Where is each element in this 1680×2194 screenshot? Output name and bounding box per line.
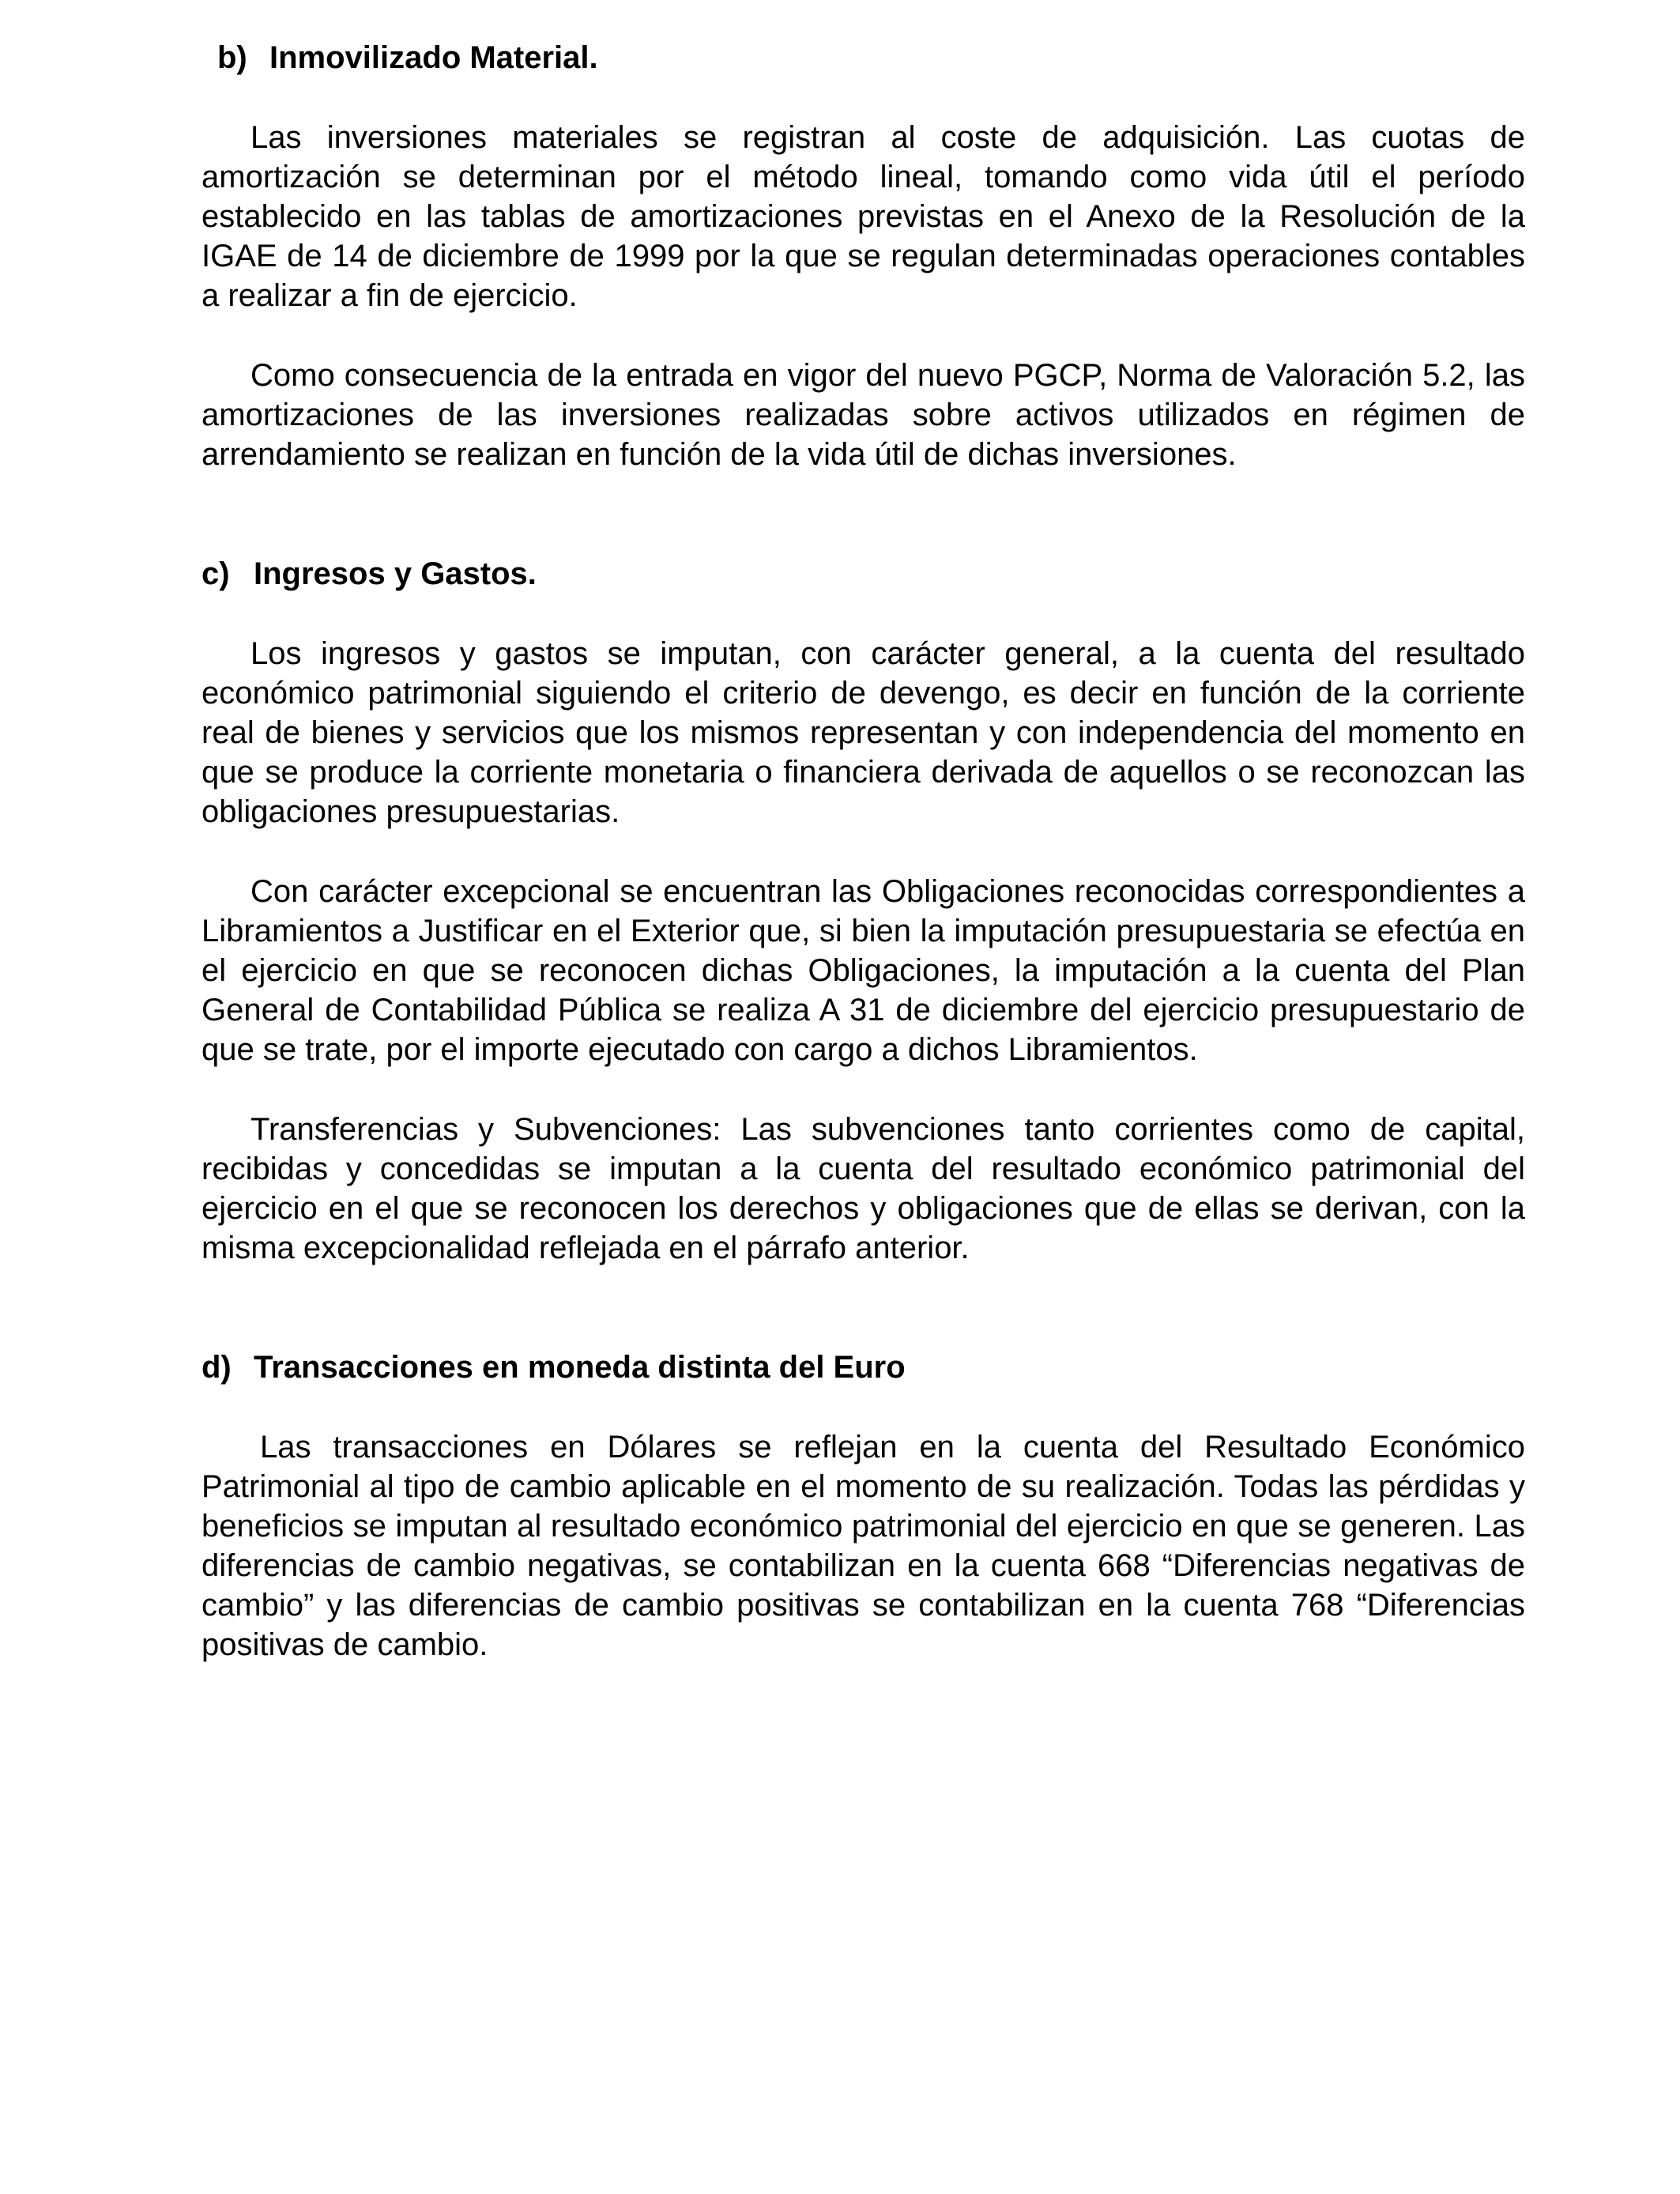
paragraph: Con carácter excepcional se encuentran las Obligaciones reconocidas correspondientes a Libramientos a Justificar en el Exterior que, si bien la imputación presupuestaria se efectúa en el ejercicio en que se reconocen dichas Obligaciones, la imputación a la cuenta del Plan General de Contabilidad Pública se realiza A 31 de diciembre del ejercicio presupuestario de que se trate, por el importe ejecutado con cargo a dichos Libramientos. xyxy=(202,874,1525,1067)
section-title: Ingresos y Gastos. xyxy=(254,556,537,591)
section-title: Transacciones en moneda distinta del Euro xyxy=(254,1350,906,1385)
paragraph: Transferencias y Subvenciones: Las subvenciones tanto corrientes como de capital, recibidas y concedidas se imputan a la cuenta del resultado económico patrimonial del ejercicio en el que se reconocen los derechos y obligaciones que de ellas se derivan, con la misma excepcionalidad reflejada en el párrafo anterior. xyxy=(202,1112,1525,1265)
section-letter: b) xyxy=(217,40,247,75)
paragraph: Como consecuencia de la entrada en vigor del nuevo PGCP, Norma de Valoración 5.2, las amortizaciones de las inversiones realizadas sobre activos utilizados en régimen de arrendamiento se realizan en función de la vida útil de dichas inversiones. xyxy=(202,358,1525,472)
section-heading-d xyxy=(202,1348,1525,1387)
section-heading-b xyxy=(217,38,1525,77)
paragraph: Las inversiones materiales se registran al coste de adquisición. Las cuotas de amortización se determinan por el método lineal, tomando como vida útil el período establecido en las tablas de amortizaciones previstas en el Anexo de la Resolución de la IGAE de 14 de diciembre de 1999 por la que se regulan determinadas operaciones contables a realizar a fin de ejercicio. xyxy=(202,120,1525,313)
paragraph: Las transacciones en Dólares se reflejan en la cuenta del Resultado Económico Patrimonial al tipo de cambio aplicable en el momento de su realización. Todas las pérdidas y beneficios se imputan al resultado económico patrimonial del ejercicio en que se generen. Las diferencias de cambio negativas, se contabilizan en la cuenta 668 “Diferencias negativas de cambio” y las diferencias de cambio positivas se contabilizan en la cuenta 768 “Diferencias positivas de cambio. xyxy=(202,1430,1525,1662)
document-page xyxy=(202,38,1525,1664)
section-letter: d) xyxy=(202,1350,232,1385)
section-title: Inmovilizado Material. xyxy=(269,40,598,75)
paragraph: Los ingresos y gastos se imputan, con carácter general, a la cuenta del resultado económico patrimonial siguiendo el criterio de devengo, es decir en función de la corriente real de bienes y servicios que los mismos representan y con independencia del momento en que se produce la corriente monetaria o financiera derivada de aquellos o se reconozcan las obligaciones presupuestarias. xyxy=(202,636,1525,829)
section-heading-c xyxy=(202,554,1525,594)
section-letter: c) xyxy=(202,556,230,591)
